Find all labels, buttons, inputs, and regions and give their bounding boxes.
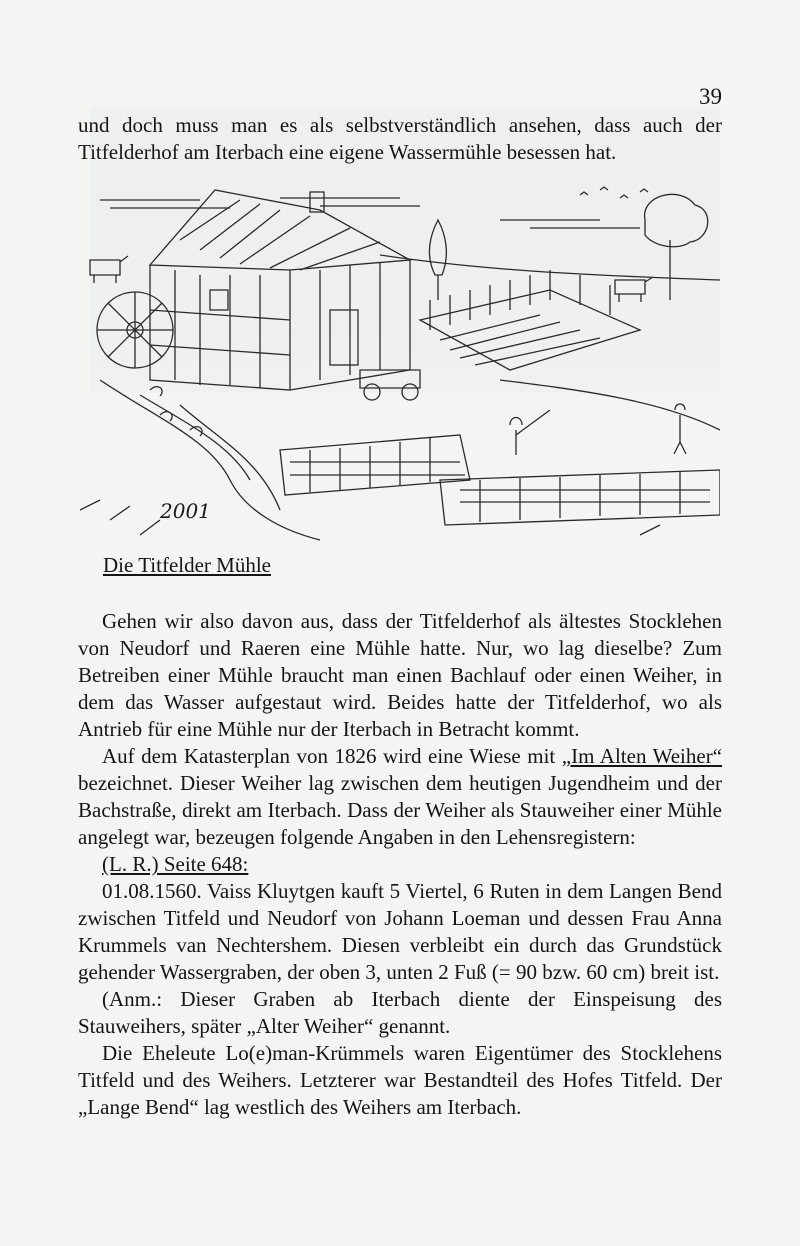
mill-window bbox=[210, 290, 228, 310]
cloud-lines bbox=[100, 198, 640, 228]
page-number: 39 bbox=[699, 84, 722, 109]
paragraph-3: 01.08.1560. Vaiss Kluytgen kauft 5 Viertel, 6 Ruten in dem Langen Bend zwischen Titfeld und Neudorf von Johann Loeman und dessen Frau Anna Krummels van Nechtershem. Diesen verbleibt ein durch das Grundstück gehender Wassergraben, der oben 3, unten 2 Fuß (= 90 bzw. 60 cm) breit ist. bbox=[78, 879, 722, 984]
walking-figure bbox=[674, 404, 686, 454]
paragraph-2-end: bezeichnet. Dieser Weiher lag zwischen dem heutigen Jugendheim und der Bachstraße, direkt am Iterbach. Dass der Weiher als Stauweiher einer Mühle angelegt war, bezeugen folgende Angaben in den Lehensregistern: bbox=[78, 771, 722, 849]
mill-illustration bbox=[80, 180, 720, 550]
field-rows bbox=[440, 315, 600, 365]
tree-crown bbox=[645, 194, 708, 246]
fisherman bbox=[510, 410, 550, 455]
paragraph-5: Die Eheleute Lo(e)man-Krümmels waren Eigentümer des Stocklehens Titfeld und des Weihers. Letzterer war Bestandteil des Hofes Titfeld. Der „Lange Bend“ lag westlich des Weihers am Iterbach. bbox=[78, 1041, 722, 1119]
paragraph-1: Gehen wir also davon aus, dass der Titfelderhof als ältestes Stocklehen von Neudorf und Raeren eine Mühle hatte. Nur, wo lag dieselbe? Zum Betreiben einer Mühle braucht man einen Bachlauf oder einen Weiher, in dem das Wasser aufgestaut wird. Beides hatte der Titfelderhof, wo als Antrieb für eine Mühle nur der Iterbach in Betracht kommt. bbox=[78, 609, 722, 741]
paragraph-4: (Anm.: Dieser Graben ab Iterbach diente der Einspeisung des Stauweihers, später „Alter Weiher“ genannt. bbox=[78, 987, 722, 1038]
source-reference-line bbox=[78, 851, 722, 878]
bird-marks bbox=[580, 187, 648, 198]
figure-caption: Die Titfelder Mühle bbox=[103, 553, 271, 577]
mill-drawing bbox=[80, 180, 720, 550]
alter-weiher-term: „Im Alten Weiher“ bbox=[561, 744, 723, 768]
source-reference: (L. R.) Seite 648: bbox=[102, 852, 249, 876]
paragraph-2 bbox=[78, 743, 722, 851]
cow-left bbox=[90, 256, 128, 283]
timber-frame bbox=[150, 262, 380, 388]
poplar bbox=[429, 220, 446, 300]
cow-right bbox=[615, 277, 653, 302]
stone-wall bbox=[440, 470, 720, 525]
body-text bbox=[78, 608, 722, 1121]
intro-paragraph bbox=[78, 112, 722, 166]
mill-door bbox=[330, 310, 358, 365]
paragraph-2-start: Auf dem Katasterplan von 1826 wird eine Wiese mit bbox=[102, 744, 562, 768]
mill-roof bbox=[150, 190, 410, 270]
artist-signature: 2001 bbox=[160, 499, 211, 523]
roof-hatching bbox=[180, 200, 380, 270]
stone-bridge bbox=[280, 435, 470, 495]
wheel-spokes bbox=[97, 292, 173, 368]
intro-text: und doch muss man es als selbstverständlich ansehen, dass auch der Titfelderhof am Iterbach eine eigene Wassermühle besessen hat. bbox=[78, 113, 722, 164]
chickens bbox=[150, 387, 202, 436]
